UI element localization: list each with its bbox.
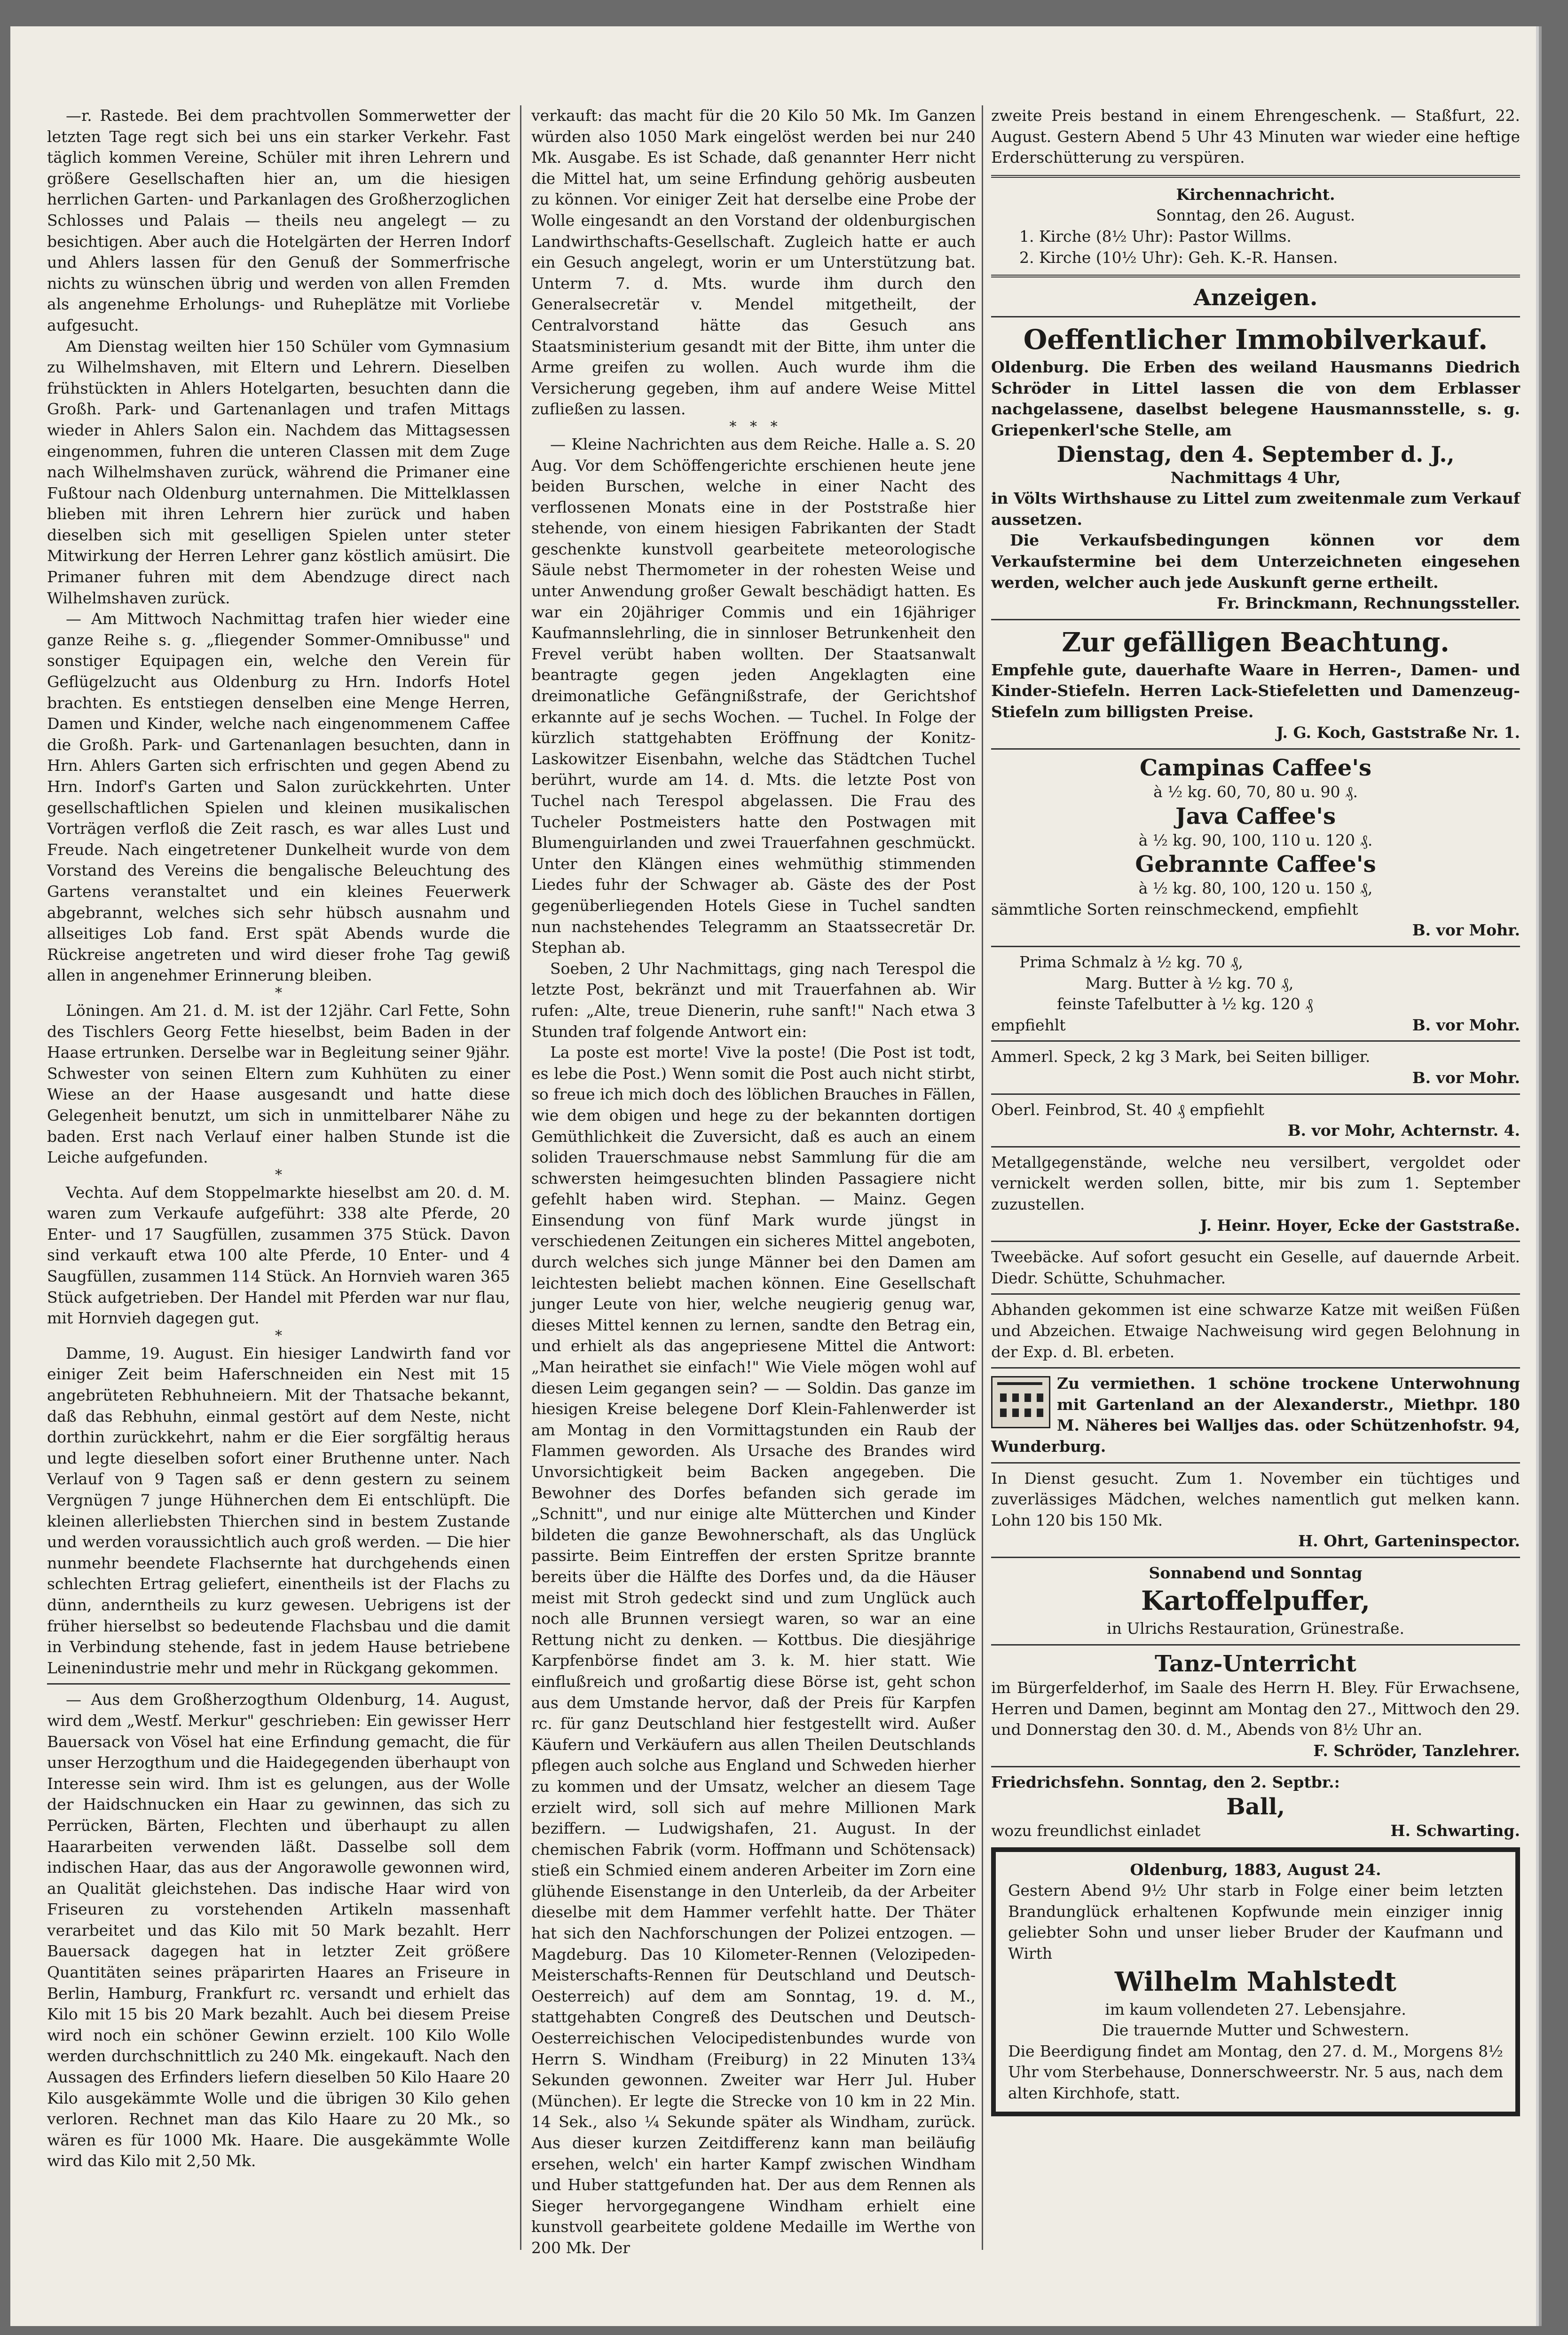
death-funeral: Die Beerdigung findet am Montag, den 27. d. M., Morgens 8½ Uhr vom Sterbehause, Donnerschweerstr. Nr. 5 aus, nach dem alten Kirchhofe, statt. xyxy=(1008,2042,1503,2102)
article-grossherzogthum: — Aus dem Großherzogthum Oldenburg, 14. August, wird dem „Westf. Merkur" geschrieben: Ein gewisser Herr Bauersack von Vösel hat eine Erfindung gemacht, die für unser Herzogthum und die Haidegegenden überhaupt von Interesse sein wird. Ihm ist es gelungen, aus der Wolle der Haidschnucken ein Haar zu gewinnen, das sich zu Perrücken, Bärten, Flechten und überhaupt zu allen Haararbeiten verwenden läßt. Dasselbe soll dem indischen Haar, das aus der Angorawolle gewonnen wird, an Qualität gleichstehen. Das indische Haar wird von Friseuren zu vorstehenden Artikeln massenhaft verarbeitet und das Kilo mit 50 Mark bezahlt. Herr Bauersack dagegen hat in letzter Zeit größere Quantitäten seines präparirten Haares an Friseure in Berlin, Hamburg, Frankfurt rc. versandt und erhielt das Kilo mit 15 bis 20 Mark bezahlt. Auch bei diesem Preise wird noch ein schöner Gewinn erzielt. 100 Kilo Wolle werden durchschnittlich zu 240 Mk. eingekauft. Nach den Aussagen des Erfinders liefern dieselben 50 Kilo Haare 20 Kilo ausgekämmte Wolle und die übrigen 30 Kilo gehen verloren. Rechnet man das Kilo Haare zu 20 Mk., so wären es für 1000 Mk. Haare. Die ausgekämmte Wolle wird das Kilo mit 2,50 Mk. xyxy=(47,1690,510,2170)
article-rastede-2: Am Dienstag weilten hier 150 Schüler vom Gymnasium zu Wilhelmshaven, mit Eltern und Lehrern. Dieselben frühstückten in Ahlers Hotelgarten, besuchten dann die Großh. Park- und Gartenanlagen und trafen Mittags wieder in Ahlers Salon ein. Nachdem das Mittagsessen eingenommen, fuhren die unteren Classen mit dem Zuge nach Wilhelmshaven zurück, während die Primaner eine Fußtour nach Oldenburg unternahmen. Die Mittelklassen blieben mit ihren Lehrern hier zurück und haben dieselben sich mit geselligen Spielen unter steter Mitwirkung der Herren Lehrer ganz köstlich amüsirt. Die Primaner fuhren mit dem Abendzuge direct nach Wilhelmshaven zurück. xyxy=(47,337,510,607)
house-icon xyxy=(991,1376,1050,1428)
article-vechta: Vechta. Auf dem Stoppelmarkte hieselbst am 20. d. M. waren zum Verkaufe aufgeführt: 338 alte Pferde, 20 Enter- und 17 Saugfüllen, zusammen 375 Stück. Davon sind verkauft etwa 100 alte Pferde, 10 Enter- und 4 Saugfüllen, zusammen 114 Stück. An Hornvieh waren 365 Stück aufgetrieben. Der Handel mit Pferden war nur flau, mit Hornvieh dagegen gut. xyxy=(47,1183,510,1328)
vermieth-ad xyxy=(991,1373,1520,1457)
rule xyxy=(991,619,1520,620)
article-telegram-answer: La poste est morte! Vive la poste! (Die Post ist todt, es lebe die Post.) Wenn somit die Post auch nicht stirbt, so freue ich mich doch des löblichen Brauches in Fällen, wie dem obigen und hege zu der bekannten dortigen Gemüthlichkeit die Zuversicht, daß es auch an einem soliden Trauerschmause nebst Sammlung für die am schwersten heimgesuchten blinden Passagiere nicht gefehlt haben wird. Stephan. — Mainz. Gegen Einsendung von fünf Mark wurde jüngst in verschiedenen Zeitungen ein sicheres Mittel angeboten, durch welches sich junge Männer bei den Damen am leichtesten beliebt machen können. Eine Gesellschaft junger Leute von hier, welche neugierig genug war, dieses Mittel kennen zu lernen, sandte den Betrag ein, und erhielt als das angepriesene Mittel die Antwort: „Man heirathet sie einfach!" Wie Viele mögen wohl auf diesen Leim gegangen sein? — — Soldin. Das ganze im hiesigen Kreise belegene Dorf Klein-Fahlenwerder ist am Montag in den Vormittagstunden ein Raub der Flammen geworden. Als Ursache des Brandes wird Unvorsichtigkeit beim Backen angegeben. Die Bewohner des Dorfes befanden sich gerade im „Schnitt", und nur einige alte Mütterchen und Kinder bildeten die ganze Bewohnerschaft, als das Unglück passirte. Beim Eintreffen der ersten Spritze brannte bereits über die Hälfte des Dorfes und, da die Häuser meist mit Stroh gedeckt sind und zum Unglück auch noch alle Brunnen versiegt waren, so war an eine Rettung nicht zu denken. — Kottbus. Die diesjährige Karpfenbörse findet am 3. k. M. hier statt. Wie einflußreich und großartig diese Börse ist, geht schon aus dem Umstande hervor, daß der Preis für Karpfen rc. für ganz Deutschland hier festgestellt wird. Außer Käufern und Verkäufern aus allen Theilen Deutschlands pflegen auch solche aus England und Schweden hierher zu kommen und der Umsatz, welcher an diesem Tage erzielt wird, soll sich auf mehre Millionen Mark beziffern. — Ludwigshafen, 21. August. In der chemischen Fabrik (vorm. Hoffmann und Schötensack) stieß ein Schmied einem anderen Arbeiter im Zorn eine glühende Eisenstange in den Unterleib, da der Arbeiter dieselbe mit dem Hammer verfehlt hatte. Der Thäter hat sich den Nachforschungen der Polizei entzogen. — Magdeburg. Das 10 Kilometer-Rennen (Velozipeden-Meisterschafts-Rennen für Deutschland und Deutsch-Oesterreich) auf dem am Sonntag, 19. d. M., stattgehabten Congreß des Deutschen und Deutsch-Oesterreichischen Velocipedistenbundes wurde von Herrn S. Windham (Freiburg) in 22 Minuten 13¾ Sekunden gewonnen. Zweiter war Herr Jul. Huber (München). Er legte die Strecke von 10 km in 22 Min. 14 Sek., also ¼ Sekunde später als Windham, zurück. Aus dieser kurzen Zeitdifferenz kann man beiläufig ersehen, welch' ein harter Kampf zwischen Windham und Huber stattgefunden hat. Der aus dem Rennen als Sieger hervorgegangene Windham erhielt eine kunstvoll gearbeitete goldene Medaille im Werthe von 200 Mk. Der xyxy=(531,1043,976,2257)
schmalz-line-3: feinste Tafelbutter à ½ kg. 120 ₰ xyxy=(1057,995,1313,1013)
java-price: à ½ kg. 90, 100, 110 u. 120 ₰. xyxy=(1138,831,1373,849)
gebrannt-price: à ½ kg. 80, 100, 120 u. 150 ₰, xyxy=(1138,879,1373,898)
rule xyxy=(991,1644,1520,1646)
schmalz-line-4: empfiehlt xyxy=(991,1015,1066,1034)
column-3 xyxy=(991,105,1520,2245)
metall-text: Metallgegenstände, welche neu versilbert, vergoldet oder vernickelt werden sollen, bitte, mir bis zum 1. September zuzustellen. xyxy=(991,1153,1520,1213)
kartoffel-text: in Ulrichs Restauration, Grünestraße. xyxy=(1107,1619,1404,1638)
rule xyxy=(991,946,1520,947)
ball-sign: H. Schwarting. xyxy=(1390,1821,1520,1840)
kirche-line-1: 1. Kirche (8½ Uhr): Pastor Willms. xyxy=(1019,227,1292,245)
mohr-sign-2: B. vor Mohr. xyxy=(1412,1015,1520,1034)
tanz-title: Tanz-Unterricht xyxy=(1155,1651,1356,1678)
death-signature: Die trauernde Mutter und Schwestern. xyxy=(1102,2021,1410,2040)
newspaper-page xyxy=(10,26,1536,2326)
feinbrod-text: Oberl. Feinbrod, St. 40 ₰ empfiehlt xyxy=(991,1100,1265,1119)
article-rastede: —r. Rastede. Bei dem prachtvollen Sommerwetter der letzten Tage regt sich bei uns ein starker Verkehr. Fast täglich kommen Vereine, Schüler mit ihren Lehrern und größere Gesellschaften hier an, um die hiesigen herrlichen Garten- und Parkanlagen des Großherzoglichen Schlosses und Palais — theils neu angelegt — zu besichtigen. Aber auch die Hotelgärten der Herren Indorf und Ahlers lassen für den Genuß der Sommerfrische nichts zu wünschen übrig und werden von allen Fremden als angenehme Erholungs- und Ruheplätze mit Vorliebe aufgesucht. xyxy=(47,106,510,334)
column-2 xyxy=(531,105,976,2257)
java-title: Java Caffee's xyxy=(1175,803,1336,830)
separator-star: * xyxy=(275,984,282,1001)
metall-sign: J. Heinr. Hoyer, Ecke der Gaststraße. xyxy=(1200,1216,1520,1235)
tweebaecke-text: Tweebäcke. Auf sofort gesucht ein Geselle, auf dauernde Arbeit. Diedr. Schütte, Schuhmacher. xyxy=(991,1248,1520,1287)
rule xyxy=(991,1766,1520,1767)
column-1 xyxy=(47,105,510,2231)
vermieth-text: Zu vermiethen. 1 schöne trockene Unterwohnung mit Gartenland an der Alexanderstr., Miethpr. 180 M. Näheres bei Walljes das. oder Schützenhofstr. 94, Wunderburg. xyxy=(991,1374,1520,1456)
tanz-text: im Bürgerfelderhof, im Saale des Herrn H. Bley. Für Erwachsene, Herren und Damen, beginnt am Montag den 27., Mittwoch den 29. und Donnerstag den 30. d. M., Abends von 8½ Uhr an. xyxy=(991,1678,1520,1739)
schmalz-sign-row xyxy=(991,1015,1520,1036)
rule xyxy=(991,1241,1520,1242)
immo-date: Dienstag, den 4. September d. J., xyxy=(1056,441,1455,467)
beachtung-sign: J. G. Koch, Gaststraße Nr. 1. xyxy=(1276,723,1520,742)
rule xyxy=(991,1146,1520,1148)
immo-sign: Fr. Brinckmann, Rechnungssteller. xyxy=(1216,594,1520,613)
gebrannt-text: sämmtliche Sorten reinschmeckend, empfiehlt xyxy=(991,900,1358,918)
kirche-date: Sonntag, den 26. August. xyxy=(1156,206,1355,225)
death-name: Wilhelm Mahlstedt xyxy=(1114,1966,1397,1997)
rule xyxy=(47,1683,510,1685)
column-divider xyxy=(520,105,521,2250)
article-continued: verkauft: das macht für die 20 Kilo 50 Mk. Im Ganzen würden also 1050 Mark eingelöst werden bei nur 240 Mk. Ausgabe. Es ist Schade, daß genannter Herr nicht die Mittel hat, um seine Erfindung gehörig ausbeuten zu können. Vor einiger Zeit hat derselbe eine Probe der Wolle eingesandt an den Vorstand der oldenburgischen Landwirthschafts-Gesellschaft. Zugleich hatte er auch ein Gesuch angelegt, worin er um Unterstützung bat. Unterm 7. d. Mts. wurde ihm durch den Generalsecretär v. Mendel mitgetheilt, der Centralvorstand hätte das Gesuch ans Staatsministerium gesandt mit der Bitte, ihm unter die Arme greifen zu wollen. Auch wurde ihm die Versicherung gegeben, ihm auf andere Weise Mittel zufließen zu lassen. xyxy=(531,106,976,419)
gebrannt-title: Gebrannte Caffee's xyxy=(1135,851,1376,878)
dienst-sign: H. Ohrt, Garteninspector. xyxy=(1298,1532,1520,1551)
beachtung-text: Empfehle gute, dauerhafte Waare in Herren-, Damen- und Kinder-Stiefeln. Herren Lack-Stiefeletten und Damenzeug-Stiefeln zum billigsten Preise. xyxy=(991,660,1520,721)
dienst-text: In Dienst gesucht. Zum 1. November ein tüchtiges und zuverlässiges Mädchen, welches namentlich gut melken kann. Lohn 120 bis 150 Mk. xyxy=(991,1469,1520,1529)
rule xyxy=(991,1293,1520,1295)
campinas-price: à ½ kg. 60, 70, 80 u. 90 ₰. xyxy=(1153,783,1358,801)
immo-time: Nachmittags 4 Uhr, xyxy=(1170,468,1341,487)
kartoffel-title: Kartoffelpuffer, xyxy=(1141,1585,1370,1617)
mohr-sign-3: B. vor Mohr. xyxy=(1412,1069,1520,1087)
speck-text: Ammerl. Speck, 2 kg 3 Mark, bei Seiten billiger. xyxy=(991,1047,1371,1066)
immo-text-3: Die Verkaufsbedingungen können vor dem Verkaufstermine bei dem Unterzeichneten eingesehen werden, welcher auch jede Auskunft gerne ertheilt. xyxy=(991,531,1520,592)
anzeigen-heading: Anzeigen. xyxy=(1193,285,1318,311)
abhanden-text: Abhanden gekommen ist eine schwarze Katze mit weißen Füßen und Abzeichen. Etwaige Nachweisung wird gegen Belohnung in der Exp. d. Bl. erbeten. xyxy=(991,1300,1520,1361)
death-text: Gestern Abend 9½ Uhr starb in Folge einer beim letzten Brandunglück erhaltenen Kopfwunde mein einziger innig geliebter Sohn und unser lieber Bruder der Kaufmann und Wirth xyxy=(1008,1881,1503,1963)
rule xyxy=(991,1367,1520,1369)
article-rastede-3: — Am Mittwoch Nachmittag trafen hier wieder eine ganze Reihe s. g. „fliegender Sommer-Omnibusse" und sonstiger Equipagen ein, welche den Verein für Geflügelzucht aus Oldenburg zu Hrn. Indorfs Hotel brachten. Es entstiegen denselben eine Menge Herren, Damen und Kinder, welche nach eingenommenem Caffee die Großh. Park- und Gartenanlagen besuchten, dann in Hrn. Ahlers Garten sich erfrischten und gegen Abend zu Hrn. Indorf's Garten und Salon zurückkehrten. Unter gesellschaftlichen Spielen und kleinen musikalischen Vorträgen verfloß die Zeit rasch, es war alles Lust und Freude. Nach eingetretener Dunkelheit wurde von dem Vorstand des Vereins die bengalische Beleuchtung des Gartens veranstaltet und ein kleines Feuerwerk abgebrannt, welches sich sehr hübsch ausnahm und allseitiges Lob fand. Erst spät Abends wurde die Rückreise angetreten und wird dieser frohe Tag gewiß allen in angenehmer Erinnerung bleiben. xyxy=(47,609,510,985)
article-damme: Damme, 19. August. Ein hiesiger Landwirth fand vor einiger Zeit beim Haferschneiden ein Nest mit 15 angebrüteten Rebhuhneiern. Mit der Thatsache bekannt, daß das Rebhuhn, einmal gestört auf dem Neste, nicht dorthin zurückkehrt, nahm er die Eier sorgfältig heraus und legte dieselben sofort einer Bruthenne unter. Nach Verlauf von 9 Tagen saß er denn gestern zu seinem Vergnügen 7 junge Hühnerchen dem Ei entschlüpft. Die kleinen allerliebsten Thierchen sind in bestem Zustande und werden voraussichtlich auch groß werden. — Die hier nunmehr beendete Flachsernte hat durchgehends einen schlechten Ertrag geliefert, einentheils ist der Flachs zu dünn, anderntheils zu kurz gewesen. Uebrigens ist der früher hierselbst so bedeutende Flachsbau und die damit in Verbindung stehende, fast in jedem Hause betriebene Leinenindustrie mehr und mehr in Rückgang gekommen. xyxy=(47,1344,510,1677)
kartoffel-top: Sonnabend und Sonntag xyxy=(1149,1563,1363,1582)
kirche-title: Kirchennachricht. xyxy=(1176,185,1335,204)
kirche-line-2: 2. Kirche (10½ Uhr): Geh. K.-R. Hansen. xyxy=(1019,248,1338,267)
ball-title: Ball, xyxy=(1226,1794,1285,1821)
ball-sign-row xyxy=(991,1821,1520,1842)
ball-text: wozu freundlichst einladet xyxy=(991,1821,1201,1840)
rule xyxy=(991,1040,1520,1042)
separator-star: * xyxy=(275,1327,282,1344)
rule xyxy=(991,275,1520,277)
column-divider xyxy=(982,105,983,2250)
death-notice xyxy=(991,1847,1520,2116)
campinas-title: Campinas Caffee's xyxy=(1139,755,1372,782)
article-telegram: Soeben, 2 Uhr Nachmittags, ging nach Terespol die letzte Post, bekränzt und mit Trauerfahnen ab. Wir rufen: „Alte, treue Dienerin, ruhe sanft!" Nach etwa 3 Stunden traf folgende Antwort ein: xyxy=(531,959,976,1041)
article-loeningen: Löningen. Am 21. d. M. ist der 12jähr. Carl Fette, Sohn des Tischlers Georg Fette hieselbst, beim Baden in der Haase ertrunken. Derselbe war in Begleitung seiner 9jähr. Schwester von seinen Eltern zum Kuhhüten zu einer Wiese an der Haase ausgesandt und hatte diese Gelegenheit benutzt, um sich in unmittelbarer Nähe zu baden. Erst nach Verlauf einer halben Stunde ist die Leiche aufgefunden. xyxy=(47,1001,510,1167)
beachtung-title: Zur gefälligen Beachtung. xyxy=(1062,626,1450,658)
rule xyxy=(991,175,1520,178)
immo-text-2: in Völts Wirthshause zu Littel zum zweitenmale zum Verkauf aussetzen. xyxy=(991,489,1520,529)
mohr-sign: B. vor Mohr. xyxy=(1412,921,1520,940)
rule xyxy=(991,316,1520,317)
death-age: im kaum vollendeten 27. Lebensjahre. xyxy=(1105,2000,1406,2018)
death-place: Oldenburg, 1883, August 24. xyxy=(1130,1860,1381,1879)
immo-text: Oldenburg. Die Erben des weiland Hausmanns Diedrich Schröder in Littel lassen die von dem Erblasser nachgelassene, daselbst belegene Hausmannsstelle, s. g. Griepenkerl'sche Stelle, am xyxy=(991,358,1520,439)
article-kleine-nachrichten: — Kleine Nachrichten aus dem Reiche. Halle a. S. 20 Aug. Vor dem Schöffengerichte erschienen heute jene beiden Burschen, welche in einer Nacht des verflossenen Monats eine in der Poststraße hier stehende, von einem hiesigen Fabrikanten der Stadt geschenkte kunstvoll gearbeitete meteorologische Säule nebst Thermometer in der rohesten Weise und unter Anwendung großer Gewalt beschädigt hatten. Es war ein 20jähriger Commis und ein 16jähriger Kaufmannslehrling, die in sinnloser Betrunkenheit den Frevel verübt haben wollten. Der Staatsanwalt beantragte gegen jeden Angeklagten eine dreimonatliche Gefängnißstrafe, der Gerichtshof erkannte auf je sechs Wochen. — Tuchel. In Folge der kürzlich stattgehabten Eröffnung der Konitz-Laskowitzer Eisenbahn, welche das Städtchen Tuchel berührt, wurde am 14. d. Mts. die letzte Post von Tuchel nach Terespol abgelassen. Die Frau des Tucheler Postmeisters hatte den Postwagen mit Blumenguirlanden und zwei Trauerfahnen geschmückt. Unter den Klängen eines wehmüthig stimmenden Liedes fuhr der Schwager ab. Gäste des der Post gegenüberliegenden Hotels Giese in Tuchel sandten nun nachstehendes Telegramm an Staatssecretär Dr. Stephan ab. xyxy=(531,435,976,957)
rule xyxy=(991,748,1520,750)
separator-star: * xyxy=(275,1166,282,1183)
schmalz-line-1: Prima Schmalz à ½ kg. 70 ₰, xyxy=(1019,953,1243,972)
article-stassfurt: zweite Preis bestand in einem Ehrengeschenk. — Staßfurt, 22. August. Gestern Abend 5 Uhr 43 Minuten war wieder eine heftige Erderschütterung zu verspüren. xyxy=(991,106,1520,167)
separator-star: * * * xyxy=(729,418,778,435)
rule xyxy=(991,1462,1520,1464)
feinbrod-sign: B. vor Mohr, Achternstr. 4. xyxy=(1287,1121,1520,1140)
tanz-sign: F. Schröder, Tanzlehrer. xyxy=(1313,1741,1520,1760)
immo-title: Oeffentlicher Immobilverkauf. xyxy=(1023,324,1488,356)
schmalz-line-2: Marg. Butter à ½ kg. 70 ₰, xyxy=(1085,974,1294,992)
rule xyxy=(991,1557,1520,1558)
rule xyxy=(991,1093,1520,1095)
ball-top: Friedrichsfehn. Sonntag, den 2. Septbr.: xyxy=(991,1773,1340,1792)
